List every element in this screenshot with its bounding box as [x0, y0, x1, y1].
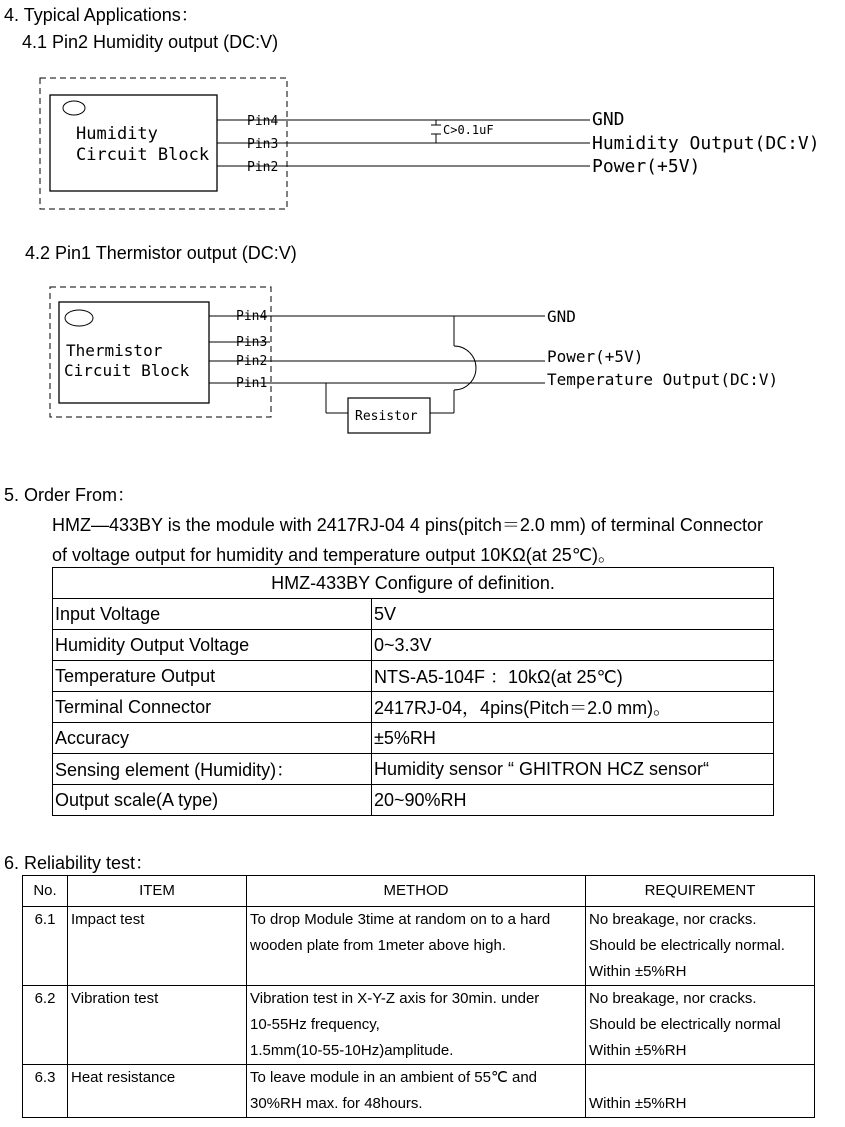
capacitor-label: C>0.1uF [443, 123, 494, 137]
requirement-line: Within ±5%RH [589, 1095, 687, 1112]
pin-label: Pin3 [236, 335, 268, 350]
row-requirement [586, 907, 815, 986]
table-header-row [23, 876, 815, 907]
configuration-table [52, 567, 774, 816]
table-row [53, 785, 774, 816]
row-label: Output scale(A type) [53, 785, 372, 816]
row-item: Impact test [68, 907, 247, 986]
row-item: Heat resistance [68, 1065, 247, 1118]
row-label: Input Voltage [53, 599, 372, 630]
table-row [53, 723, 774, 754]
method-line: wooden plate from 1meter above high. [250, 937, 506, 954]
row-item: Vibration test [68, 986, 247, 1065]
row-number: 6.3 [23, 1065, 68, 1118]
table-row [23, 907, 815, 986]
output-label: Temperature Output(DC:V) [547, 370, 779, 389]
row-requirement [586, 986, 815, 1065]
table-row [23, 1065, 815, 1118]
subsection-4-1-title: 4.1 Pin2 Humidity output (DC:V) [22, 32, 279, 52]
orientation-mark-icon [63, 101, 85, 115]
method-line: 10-55Hz frequency, [250, 1016, 380, 1033]
section-4-heading: 4. Typical Applications： [4, 5, 199, 25]
table-header-row [53, 568, 774, 599]
output-label: Power(+5V) [592, 156, 701, 177]
pin-label: Pin2 [236, 354, 268, 369]
requirement-line: No breakage, nor cracks. [589, 911, 757, 928]
requirement-line: Should be electrically normal. [589, 937, 785, 954]
row-value: 5V [372, 599, 774, 630]
order-description-line2: of voltage output for humidity and temperature output 10KΩ(at 25℃)。 [52, 545, 616, 565]
column-header: METHOD [247, 876, 586, 907]
method-line: 30%RH max. for 48hours. [250, 1095, 423, 1112]
table-row [53, 692, 774, 723]
table-row [53, 661, 774, 692]
row-value: ±5%RH [372, 723, 774, 754]
column-header: REQUIREMENT [586, 876, 815, 907]
block-label-line1: Humidity [76, 124, 158, 144]
row-value: NTS-A5-104F ：10kΩ(at 25℃) [372, 661, 774, 692]
table-title: HMZ-433BY Configure of definition. [53, 568, 774, 599]
table-row [53, 599, 774, 630]
requirement-line [589, 1065, 811, 1091]
row-value: Humidity sensor “ GHITRON HCZ sensor“ [372, 754, 774, 785]
row-label: Temperature Output [53, 661, 372, 692]
output-label: Humidity Output(DC:V) [592, 133, 820, 154]
method-line: To drop Module 3time at random on to a hard [250, 911, 551, 928]
output-label: GND [547, 307, 576, 326]
column-header: No. [23, 876, 68, 907]
row-label: Accuracy [53, 723, 372, 754]
row-number: 6.1 [23, 907, 68, 986]
block-label-line1: Thermistor [66, 341, 163, 360]
row-method [247, 1065, 586, 1118]
block-label-line2: Circuit Block [76, 145, 210, 165]
row-value: 2417RJ-04，4pins(Pitch＝2.0 mm)。 [372, 692, 774, 723]
output-label: GND [592, 109, 625, 130]
row-label: Sensing element (Humidity)： [53, 754, 372, 785]
order-description-line1: HMZ—433BY is the module with 2417RJ-04 4 pins(pitch＝2.0 mm) of terminal Connector [52, 515, 763, 535]
pin-label: Pin3 [247, 137, 279, 152]
pin-label: Pin4 [236, 309, 268, 324]
table-row [23, 986, 815, 1065]
table-row [53, 754, 774, 785]
orientation-mark-icon [65, 310, 93, 326]
method-line: To leave module in an ambient of 55℃ and [250, 1069, 538, 1086]
thermistor-circuit-diagram [0, 280, 845, 440]
row-requirement [586, 1065, 815, 1118]
requirement-line: No breakage, nor cracks. [589, 990, 757, 1007]
method-line: 1.5mm(10-55-10Hz)amplitude. [250, 1042, 454, 1059]
section-5-heading: 5. Order From： [4, 485, 136, 505]
subsection-4-2-title: 4.2 Pin1 Thermistor output (DC:V) [25, 243, 297, 263]
row-label: Terminal Connector [53, 692, 372, 723]
row-value: 20~90%RH [372, 785, 774, 816]
row-label: Humidity Output Voltage [53, 630, 372, 661]
humidity-circuit-diagram [0, 60, 845, 220]
row-number: 6.2 [23, 986, 68, 1065]
requirement-line: Within ±5%RH [589, 1042, 687, 1059]
row-method [247, 907, 586, 986]
pin-label: Pin4 [247, 114, 279, 129]
column-header: ITEM [68, 876, 247, 907]
requirement-line: Within ±5%RH [589, 963, 687, 980]
pin-label: Pin2 [247, 160, 279, 175]
section-6-heading: 6. Reliability test： [4, 853, 154, 873]
reliability-table [22, 875, 815, 1118]
requirement-line: Should be electrically normal [589, 1016, 781, 1033]
row-value: 0~3.3V [372, 630, 774, 661]
resistor-label: Resistor [355, 409, 418, 424]
pin-label: Pin1 [236, 376, 268, 391]
output-label: Power(+5V) [547, 347, 644, 366]
row-method [247, 986, 586, 1065]
method-line: Vibration test in X-Y-Z axis for 30min. under [250, 990, 540, 1007]
block-label-line2: Circuit Block [64, 361, 190, 380]
table-row [53, 630, 774, 661]
